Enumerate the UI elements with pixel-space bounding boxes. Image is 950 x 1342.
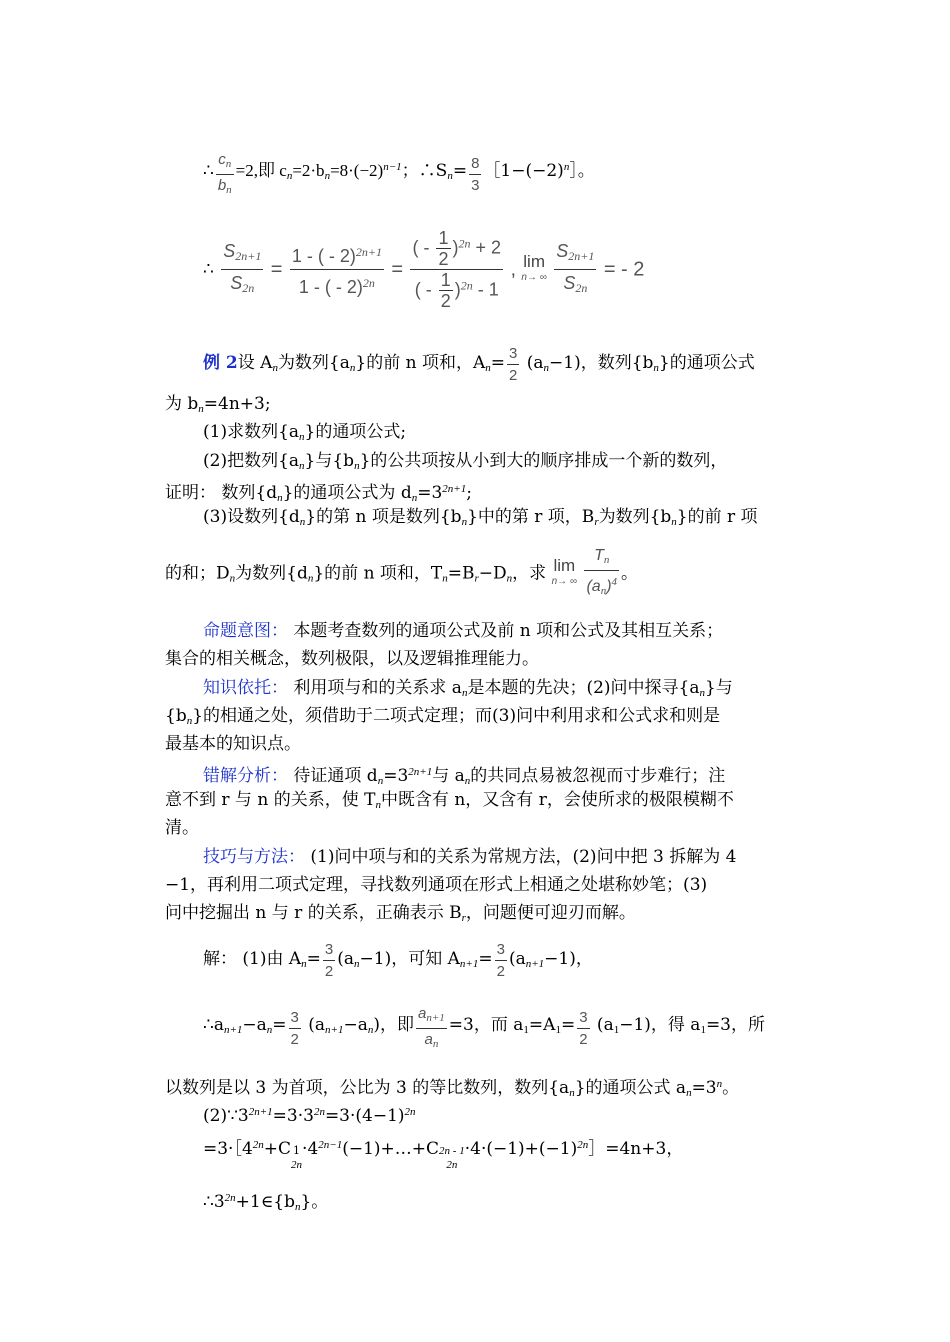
fraction-3-over-2-b: $\frac{3}{2}$ <box>496 941 505 980</box>
fraction-3-over-2: $\frac{3}{2}$ <box>509 345 518 384</box>
binomial-index-2: 2n - 1 2n <box>439 1145 465 1171</box>
fraction-3-over-2-c: $\frac{3}{2}$ <box>290 1009 299 1048</box>
knowledge-line-3: 最基本的知识点。 <box>165 734 301 754</box>
solution-line-5: $=3\cdot[4^{2n}+C$ 1 2n $\cdot 4^{2n-1}(-1)+\dots+C$ 2n - 1 2n $\cdot 4\cdot(-1)+(-1)^{2n}]=4n+3$， <box>203 1139 684 1171</box>
intent-label: 命题意图： <box>203 621 288 641</box>
question-3-line-2: 的和；$D_n$为数列$\{d_n\}$的前 n 项和，$T_n=B_r-D_n$，求 lim n→ ∞ $\frac{T_n}{(a_n)^4}$ 。 <box>165 546 638 602</box>
example-2-line-1: 例 2设 $A_n$为数列$\{a_n\}$的前 n 项和，$A_n=$ $\frac{3}{2}$ $(a_n-1)$，数列$\{b_n\}$的通项公式 <box>203 344 755 387</box>
fraction-half-powers: ( - $\frac{1}{2}$ )$^{2n}$ + 2 ( - $\frac{1}{2}$ )$^{2n}$ - 1 <box>412 228 502 311</box>
knowledge-line-2: $\{b_n\}$的相通之处，须借助于二项式定理；而(3)问中利用求和公式求和则是 <box>165 706 721 727</box>
fraction-t-over-a4: $\frac{T_n}{(a_n)^4}$ <box>586 547 618 597</box>
solution-line-3: 以数列是以 3 为首项，公比为 3 的等比数列，数列$\{a_n\}$的通项公式 $a_n=3^n$。 <box>165 1078 740 1099</box>
errors-line-3: 清。 <box>165 818 199 838</box>
equation-2: ∴ $\frac{S_{2n+1}}{S_{2n}}$ = $\frac{1 - ( - 2)^{2n+1}}{1 - ( - 2)^{2n}}$ = ( - $\frac{1}{2}$ )$^{2n}$ + 2 ( - $\frac{1}{2}$ )$^{2n}$ - 1 , lim n→ ∞ $\frac{S_{2n+1}}{S_{2n}}$ = - 2 <box>203 228 645 311</box>
fraction-binomial: $\frac{1 - ( - 2)^{2n+1}}{1 - ( - 2)^{2n}}$ <box>290 239 384 300</box>
skills-line-1: 技巧与方法： (1)问中项与和的关系为常规方法，(2)问中把 3 拆解为 4 <box>203 847 737 867</box>
question-2-line-2: 证明： 数列$\{d_n\}$的通项公式为 $d_n=3^{2n+1}$; <box>165 483 472 504</box>
example-label: 例 2 <box>203 353 238 373</box>
intent-line-2: 集合的相关概念，数列极限，以及逻辑推理能力。 <box>165 649 539 669</box>
knowledge-label: 知识依托： <box>203 678 288 698</box>
skills-line-2: −1，再利用二项式定理，寻找数列通项在形式上相通之处堪称妙笔；(3) <box>165 875 708 895</box>
solution-line-2: $\therefore a_{n+1}-a_n=$ $\frac{3}{2}$ $(a_{n+1}-a_n)$，即 $\frac{a_{n+1}}{a_n}$ =3，而 $a_1=A_1=$ $\frac{3}{2}$ $(a_1-1)$，得 $a_1=3$，所 <box>203 1004 765 1055</box>
equation-1: ∴ $\frac{c_n}{b_n}$ =2,即 $c_n=2\cdot b_n=8\cdot(-2)^{n-1}$；$\therefore S_n=$ $\frac{8}{3}$ $[1-(-2)^n]$。 <box>203 150 595 201</box>
skills-line-3: 问中挖掘出 n 与 r 的关系，正确表示 $B_r$，问题便可迎刃而解。 <box>165 903 636 924</box>
limit-operator-2: lim n→ ∞ <box>551 556 578 587</box>
intent-line-1: 命题意图： 本题考查数列的通项公式及前 n 项和公式及其相互关系； <box>203 621 724 641</box>
errors-label: 错解分析： <box>203 766 288 786</box>
fraction-3-over-2-a: $\frac{3}{2}$ <box>324 941 334 980</box>
errors-line-2: 意不到 r 与 n 的关系，使 $T_n$中既含有 n，又含有 r，会使所求的极限模糊不 <box>165 790 734 811</box>
fraction-3-over-2-d: $\frac{3}{2}$ <box>579 1009 588 1048</box>
fraction-c-over-b: $\frac{c_n}{b_n}$ <box>217 151 232 196</box>
solution-line-4: $(2)\because 3^{2n+1}=3\cdot 3^{2n}=3\cdot(4-1)^{2n}$ <box>203 1106 416 1126</box>
skills-label: 技巧与方法： <box>203 847 305 867</box>
solution-line-6: $\therefore 3^{2n}+1\in\{b_n\}$。 <box>203 1192 329 1213</box>
question-2: (2)把数列$\{a_n\}$与$\{b_n\}$的公共项按从小到大的顺序排成一个新的数列， <box>203 451 728 472</box>
errors-line-1: 错解分析： 待证通项 $d_n=3^{2n+1}$与 $a_n$的共同点易被忽视而寸步难行；注 <box>203 766 726 787</box>
question-3: (3)设数列$\{d_n\}$的第 n 项是数列$\{b_n\}$中的第 r 项，$B_r$为数列$\{b_n\}$的前 r 项 <box>203 507 758 528</box>
fraction-8-over-3: $\frac{8}{3}$ <box>471 155 480 194</box>
fraction-s-ratio: $\frac{S_{2n+1}}{S_{2n}}$ <box>221 238 263 301</box>
binomial-index-1: 1 2n <box>291 1144 303 1171</box>
fraction-s-ratio-limit: $\frac{S_{2n+1}}{S_{2n}}$ <box>554 238 596 301</box>
knowledge-line-1: 知识依托： 利用项与和的关系求 $a_n$是本题的先决；(2)问中探寻$\{a_n\}$与 <box>203 678 733 699</box>
limit-operator: lim n→ ∞ <box>521 251 547 283</box>
example-2-line-2: 为 $b_n=4n+3$; <box>165 394 271 415</box>
question-1: (1)求数列$\{a_n\}$的通项公式; <box>203 422 407 443</box>
fraction-an1-over-an: $\frac{a_{n+1}}{a_n}$ <box>418 1005 445 1050</box>
solution-line-1: 解： (1)由 $A_n=$ $\frac{3}{2}$ $(a_n-1)$，可知 $A_{n+1}=$ $\frac{3}{2}$ $(a_{n+1}-1)$， <box>203 940 593 983</box>
